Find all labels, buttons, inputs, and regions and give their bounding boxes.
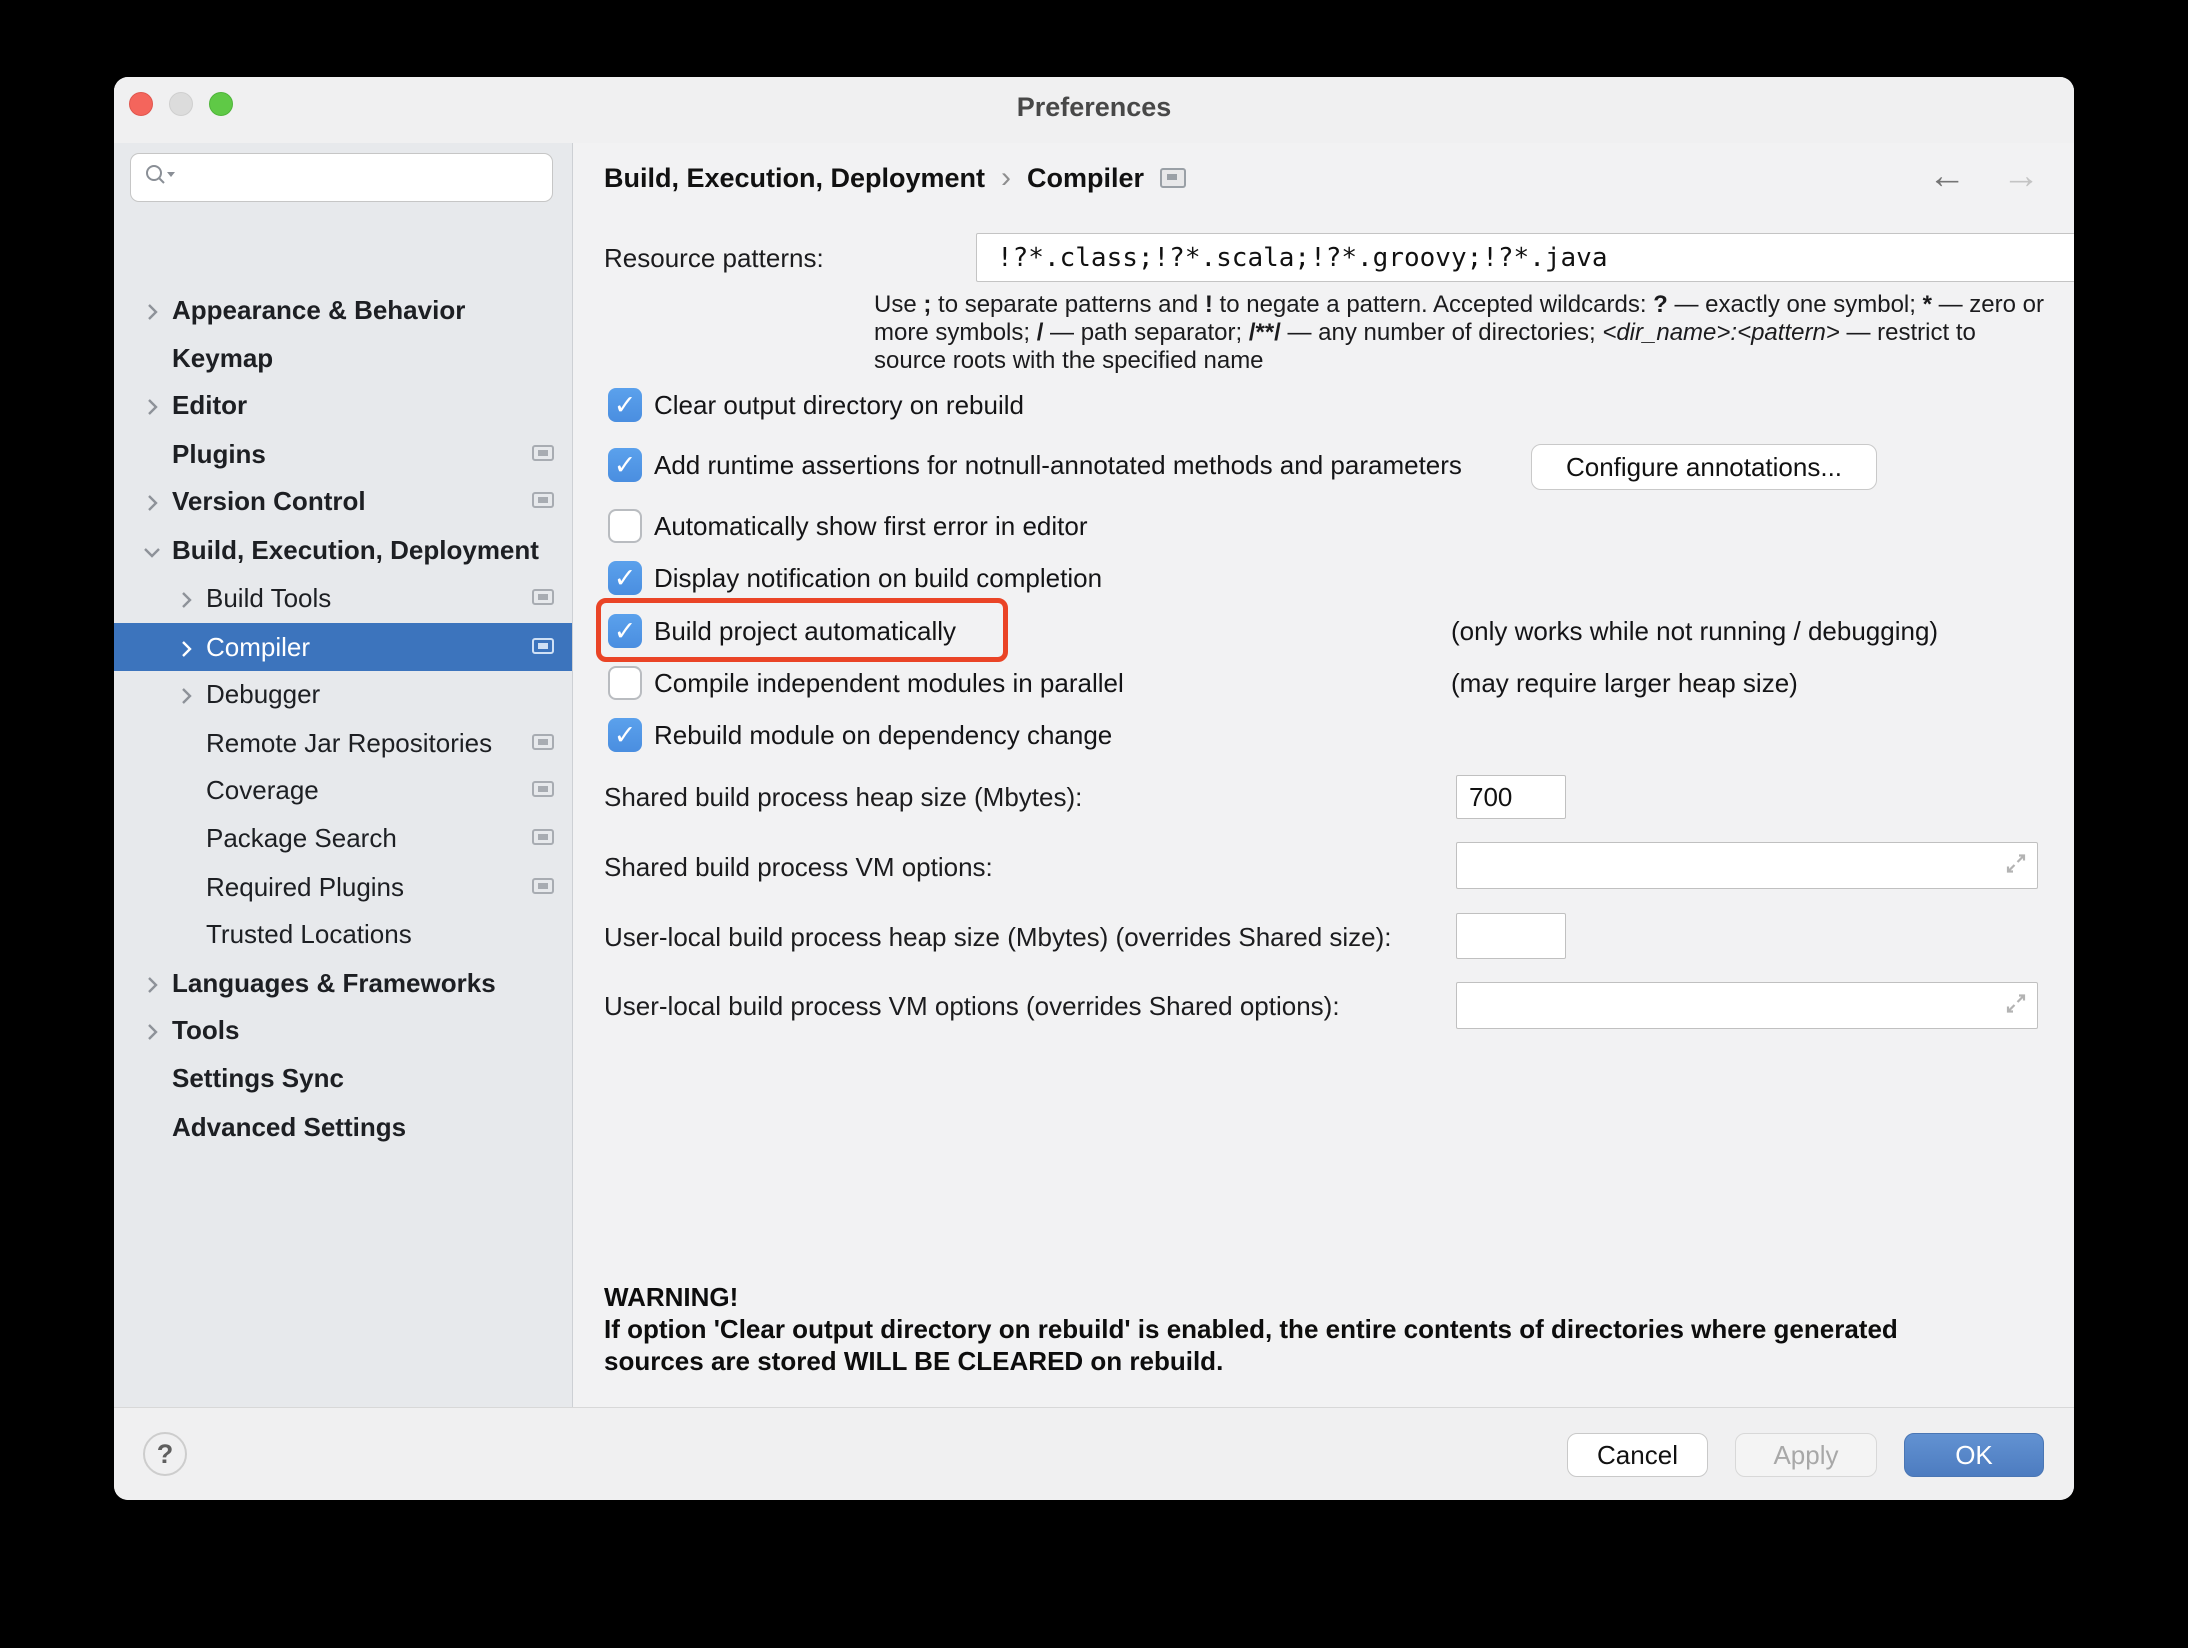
breadcrumb-item[interactable]: Compiler <box>1027 162 1145 193</box>
history-navigation <box>1928 155 2040 198</box>
help-button[interactable]: ? <box>143 1432 187 1476</box>
sidebar-item-required-plugins[interactable] <box>114 863 572 911</box>
user-local-heap-size-input[interactable] <box>1457 914 1565 958</box>
checkbox[interactable] <box>608 561 642 595</box>
sidebar-item-version-control[interactable] <box>114 477 572 525</box>
checkbox-label: Add runtime assertions for notnull-annotated methods and parameters <box>654 449 1462 480</box>
window-title: Preferences <box>1016 92 1172 122</box>
sidebar-item-label: Advanced Settings <box>172 1111 407 1142</box>
sidebar-item-label: Required Plugins <box>206 871 405 902</box>
sidebar-item-remote-jar-repositories[interactable] <box>114 719 572 767</box>
apply-button: Apply <box>1735 1433 1877 1477</box>
sidebar-item-label: Keymap <box>172 342 274 373</box>
sidebar-item-label: Languages & Frameworks <box>172 967 496 998</box>
user-local-vm-options-field[interactable] <box>1456 982 2038 1029</box>
sidebar-item-debugger[interactable] <box>114 670 572 718</box>
chevron-down-icon <box>141 539 163 561</box>
monitor-icon <box>532 589 554 605</box>
checkbox-label: Build project automatically <box>654 615 957 646</box>
warning-line: sources are stored WILL BE CLEARED on rebuild. <box>604 1346 1224 1376</box>
sidebar-item-build-tools[interactable] <box>114 574 572 622</box>
shared-heap-size-label: Shared build process heap size (Mbytes): <box>604 782 1083 812</box>
user-local-heap-size-field[interactable] <box>1456 913 1566 959</box>
chevron-right-icon <box>141 490 163 512</box>
chevron-right-icon <box>141 972 163 994</box>
resource-patterns-field[interactable] <box>976 233 2074 282</box>
shared-vm-options-input[interactable] <box>1457 843 2037 888</box>
sidebar-item-label: Build Tools <box>206 582 332 613</box>
shared-vm-options-field[interactable] <box>1456 842 2038 889</box>
sidebar-item-label: Plugins <box>172 438 266 469</box>
monitor-icon <box>532 734 554 750</box>
preferences-dialog <box>114 77 2074 1500</box>
resource-patterns-help <box>874 291 2064 375</box>
chevron-right-icon <box>175 636 197 658</box>
checkbox-note: (may require larger heap size) <box>1451 667 1798 698</box>
help-line: Use ; to separate patterns and ! to negate a pattern. Accepted wildcards: ? — exactly one symbol; * — zero or <box>874 291 2044 318</box>
sidebar-item-label: Debugger <box>206 678 321 709</box>
checkbox[interactable] <box>608 509 642 543</box>
monitor-icon <box>532 638 554 654</box>
monitor-icon <box>532 445 554 461</box>
check-icon: ✓ <box>613 616 637 646</box>
search-icon <box>143 162 177 193</box>
sidebar-item-advanced-settings[interactable] <box>114 1103 572 1151</box>
monitor-icon <box>532 829 554 845</box>
sidebar-item-coverage[interactable] <box>114 766 572 814</box>
user-local-vm-options-input[interactable] <box>1457 983 2037 1028</box>
sidebar-item-build-execution-deployment[interactable] <box>114 526 572 574</box>
sidebar-item-label: Trusted Locations <box>206 918 412 949</box>
checkbox-row <box>608 388 2034 422</box>
checkbox[interactable] <box>608 388 642 422</box>
check-icon: ✓ <box>613 390 637 420</box>
sidebar-item-label: Version Control <box>172 485 366 516</box>
monitor-icon <box>532 781 554 797</box>
chevron-right-icon <box>141 1019 163 1041</box>
warning-line: If option 'Clear output directory on rebuild' is enabled, the entire contents of directories where generated <box>604 1314 1898 1344</box>
breadcrumb-item[interactable]: Build, Execution, Deployment <box>604 162 986 193</box>
warning-text <box>604 1281 1898 1377</box>
chevron-right-icon <box>175 683 197 705</box>
help-line: more symbols; / — path separator; /**/ — any number of directories; <dir_name>:<pattern> — restrict to <box>874 319 1976 346</box>
sidebar-item-editor[interactable] <box>114 381 572 429</box>
sidebar-item-label: Build, Execution, Deployment <box>172 534 539 565</box>
breadcrumb-separator: › <box>1001 161 1012 194</box>
chevron-right-icon <box>175 587 197 609</box>
user-local-vm-options-label: User-local build process VM options (overrides Shared options): <box>604 991 1340 1021</box>
monitor-icon <box>532 492 554 508</box>
sidebar-item-package-search[interactable] <box>114 814 572 862</box>
help-line: source roots with the specified name <box>874 347 1264 374</box>
shared-heap-size-field[interactable] <box>1456 775 1566 819</box>
checkbox-row <box>608 666 2034 700</box>
title-bar <box>114 77 2074 143</box>
checkbox-label: Compile independent modules in parallel <box>654 667 1124 698</box>
back-arrow-icon[interactable]: ← <box>1928 155 1966 197</box>
sidebar-item-label: Compiler <box>206 631 311 662</box>
check-icon: ✓ <box>613 563 637 593</box>
sidebar-item-languages-frameworks[interactable] <box>114 959 572 1007</box>
expand-icon[interactable] <box>2003 990 2029 1021</box>
checkbox-row <box>608 509 2034 543</box>
sidebar-item-label: Appearance & Behavior <box>172 294 466 325</box>
ok-button[interactable]: OK <box>1904 1433 2044 1477</box>
forward-arrow-icon: → <box>2002 155 2040 197</box>
chevron-right-icon <box>141 394 163 416</box>
shared-vm-options-label: Shared build process VM options: <box>604 852 993 882</box>
breadcrumb <box>604 161 1186 195</box>
sidebar-item-trusted-locations[interactable] <box>114 910 572 958</box>
checkbox-label: Display notification on build completion <box>654 562 1103 593</box>
checkbox-label: Rebuild module on dependency change <box>654 719 1113 750</box>
sidebar-item-label: Package Search <box>206 822 397 853</box>
checkbox[interactable] <box>608 718 642 752</box>
monitor-icon <box>1160 168 1186 188</box>
checkbox-row <box>608 718 2034 752</box>
checkbox-note: (only works while not running / debugging) <box>1451 615 1939 646</box>
settings-sidebar <box>114 143 573 1407</box>
sidebar-item-plugins[interactable] <box>114 430 572 478</box>
sidebar-item-label: Coverage <box>206 774 319 805</box>
sidebar-item-settings-sync[interactable] <box>114 1054 572 1102</box>
warning-line: WARNING! <box>604 1282 739 1312</box>
check-icon: ✓ <box>613 720 637 750</box>
cancel-button[interactable]: Cancel <box>1567 1433 1708 1477</box>
settings-search-field[interactable] <box>130 153 553 202</box>
expand-icon[interactable] <box>2003 850 2029 881</box>
resource-patterns-label: Resource patterns: <box>604 243 824 273</box>
sidebar-item-label: Tools <box>172 1014 240 1045</box>
checkbox[interactable] <box>608 666 642 700</box>
check-icon: ✓ <box>613 450 637 480</box>
sidebar-item-compiler[interactable] <box>114 623 572 671</box>
checkbox[interactable] <box>608 448 642 482</box>
sidebar-item-label: Remote Jar Repositories <box>206 727 493 758</box>
user-local-heap-size-label: User-local build process heap size (Mbytes) (overrides Shared size): <box>604 922 1392 952</box>
sidebar-item-label: Settings Sync <box>172 1062 344 1093</box>
checkbox-label: Automatically show first error in editor <box>654 510 1088 541</box>
checkbox-row <box>608 561 2034 595</box>
shared-heap-size-input[interactable] <box>1457 776 1565 818</box>
sidebar-item-tools[interactable] <box>114 1006 572 1054</box>
configure-annotations-button[interactable]: Configure annotations... <box>1531 444 1877 490</box>
chevron-right-icon <box>141 299 163 321</box>
sidebar-item-keymap[interactable] <box>114 334 572 382</box>
monitor-icon <box>532 878 554 894</box>
sidebar-item-label: Editor <box>172 389 248 420</box>
checkbox[interactable] <box>608 614 642 648</box>
resource-patterns-input[interactable] <box>977 234 2074 281</box>
checkbox-row-build-project-automatically <box>608 614 2034 648</box>
checkbox-label: Clear output directory on rebuild <box>654 389 1024 420</box>
sidebar-item-appearance-behavior[interactable] <box>114 286 572 334</box>
dialog-footer <box>114 1407 2074 1500</box>
